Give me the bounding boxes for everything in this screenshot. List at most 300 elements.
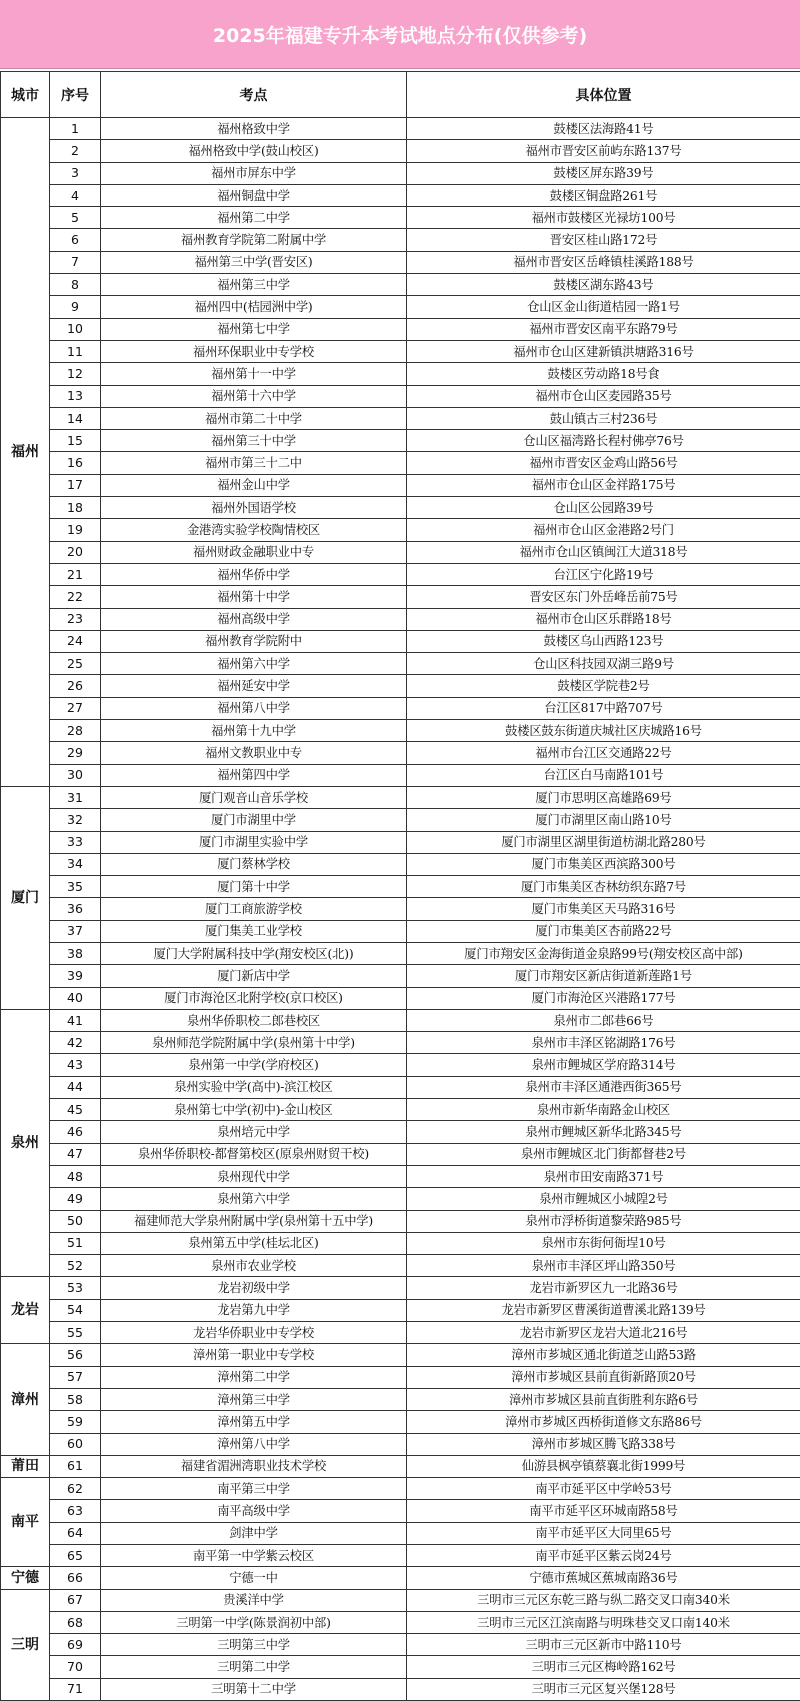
index-cell: 8 xyxy=(50,274,101,296)
address-cell: 厦门市集美区杏林纺织东路7号 xyxy=(407,876,800,898)
site-cell: 南平第三中学 xyxy=(101,1478,407,1500)
table-row xyxy=(1,965,800,987)
table-row xyxy=(1,385,800,407)
table-row xyxy=(1,608,800,630)
site-cell: 福州第十六中学 xyxy=(101,385,407,407)
table-row xyxy=(1,1165,800,1187)
site-cell: 厦门市湖里中学 xyxy=(101,809,407,831)
index-cell: 46 xyxy=(50,1121,101,1143)
address-cell: 福州市仓山区镇闽江大道318号 xyxy=(407,541,800,563)
index-cell: 29 xyxy=(50,742,101,764)
table-row xyxy=(1,920,800,942)
index-cell: 48 xyxy=(50,1165,101,1187)
table-row xyxy=(1,1500,800,1522)
site-cell: 漳州第八中学 xyxy=(101,1433,407,1455)
site-cell: 贵溪洋中学 xyxy=(101,1589,407,1611)
city-cell: 莆田 xyxy=(1,1455,50,1477)
table-row xyxy=(1,697,800,719)
address-cell: 龙岩市新罗区曹溪街道曹溪北路139号 xyxy=(407,1299,800,1321)
address-cell: 仙游县枫亭镇蔡襄北街1999号 xyxy=(407,1455,800,1477)
address-cell: 福州市仓山区乐群路18号 xyxy=(407,608,800,630)
address-cell: 漳州市芗城区西桥街道修文东路86号 xyxy=(407,1411,800,1433)
site-cell: 福州第六中学 xyxy=(101,653,407,675)
address-cell: 厦门市湖里区南山路10号 xyxy=(407,809,800,831)
site-cell: 福州财政金融职业中专 xyxy=(101,541,407,563)
table-row xyxy=(1,340,800,362)
address-cell: 厦门市海沧区兴港路177号 xyxy=(407,987,800,1009)
site-cell: 三明第三中学 xyxy=(101,1634,407,1656)
address-cell: 福州市晋安区金鸡山路56号 xyxy=(407,452,800,474)
column-header-index: 序号 xyxy=(50,72,101,118)
address-cell: 厦门市集美区杏前路22号 xyxy=(407,920,800,942)
site-cell: 福州第十中学 xyxy=(101,586,407,608)
table-row xyxy=(1,1143,800,1165)
table-row xyxy=(1,853,800,875)
table-row xyxy=(1,118,800,140)
table-row xyxy=(1,809,800,831)
site-cell: 福州外国语学校 xyxy=(101,497,407,519)
index-cell: 45 xyxy=(50,1099,101,1121)
table-row xyxy=(1,1478,800,1500)
index-cell: 67 xyxy=(50,1589,101,1611)
table-row xyxy=(1,942,800,964)
site-cell: 厦门市湖里实验中学 xyxy=(101,831,407,853)
table-row xyxy=(1,1210,800,1232)
table-row xyxy=(1,1656,800,1678)
table-row xyxy=(1,742,800,764)
table-row xyxy=(1,876,800,898)
address-cell: 宁德市蕉城区蕉城南路36号 xyxy=(407,1567,800,1589)
address-cell: 福州市台江区交通路22号 xyxy=(407,742,800,764)
table-row xyxy=(1,140,800,162)
site-cell: 龙岩华侨职业中专学校 xyxy=(101,1322,407,1344)
table-row xyxy=(1,630,800,652)
site-cell: 福州第十一中学 xyxy=(101,363,407,385)
site-cell: 福州教育学院第二附属中学 xyxy=(101,229,407,251)
site-cell: 福州高级中学 xyxy=(101,608,407,630)
address-cell: 福州市仓山区金港路2号门 xyxy=(407,519,800,541)
table-row xyxy=(1,541,800,563)
index-cell: 10 xyxy=(50,318,101,340)
address-cell: 泉州市鲤城区小城隍2号 xyxy=(407,1188,800,1210)
index-cell: 47 xyxy=(50,1143,101,1165)
site-cell: 南平高级中学 xyxy=(101,1500,407,1522)
site-cell: 剑津中学 xyxy=(101,1522,407,1544)
address-cell: 鼓山镇古三村236号 xyxy=(407,407,800,429)
table-row xyxy=(1,563,800,585)
site-cell: 泉州第一中学(学府校区) xyxy=(101,1054,407,1076)
index-cell: 42 xyxy=(50,1032,101,1054)
table-row xyxy=(1,1299,800,1321)
address-cell: 福州市晋安区南平东路79号 xyxy=(407,318,800,340)
index-cell: 53 xyxy=(50,1277,101,1299)
index-cell: 57 xyxy=(50,1366,101,1388)
table-row xyxy=(1,1121,800,1143)
site-cell: 福州第二中学 xyxy=(101,207,407,229)
index-cell: 24 xyxy=(50,630,101,652)
address-cell: 南平市延平区中学岭53号 xyxy=(407,1478,800,1500)
address-cell: 漳州市芗城区县前直街新路顶20号 xyxy=(407,1366,800,1388)
index-cell: 71 xyxy=(50,1678,101,1700)
table-row xyxy=(1,1589,800,1611)
index-cell: 14 xyxy=(50,407,101,429)
index-cell: 52 xyxy=(50,1255,101,1277)
site-cell: 福州格致中学(鼓山校区) xyxy=(101,140,407,162)
table-row xyxy=(1,430,800,452)
index-cell: 9 xyxy=(50,296,101,318)
table-row xyxy=(1,274,800,296)
site-cell: 福州四中(桔园洲中学) xyxy=(101,296,407,318)
index-cell: 60 xyxy=(50,1433,101,1455)
index-cell: 12 xyxy=(50,363,101,385)
table-row xyxy=(1,764,800,786)
address-cell: 三明市三元区江滨南路与明珠巷交叉口南140米 xyxy=(407,1611,800,1633)
index-cell: 1 xyxy=(50,118,101,140)
address-cell: 泉州市鲤城区学府路314号 xyxy=(407,1054,800,1076)
index-cell: 62 xyxy=(50,1478,101,1500)
index-cell: 63 xyxy=(50,1500,101,1522)
index-cell: 31 xyxy=(50,786,101,808)
site-cell: 厦门工商旅游学校 xyxy=(101,898,407,920)
site-cell: 宁德一中 xyxy=(101,1567,407,1589)
table-row xyxy=(1,1411,800,1433)
index-cell: 23 xyxy=(50,608,101,630)
table-row xyxy=(1,831,800,853)
address-cell: 南平市延平区紫云岗24号 xyxy=(407,1545,800,1567)
city-cell: 三明 xyxy=(1,1589,50,1700)
site-cell: 厦门观音山音乐学校 xyxy=(101,786,407,808)
address-cell: 泉州市二郎巷66号 xyxy=(407,1009,800,1031)
site-cell: 泉州华侨职校-都督第校区(原泉州财贸干校) xyxy=(101,1143,407,1165)
index-cell: 2 xyxy=(50,140,101,162)
site-cell: 金港湾实验学校陶情校区 xyxy=(101,519,407,541)
table-row xyxy=(1,1255,800,1277)
table-row xyxy=(1,1366,800,1388)
table-body xyxy=(1,118,800,1701)
site-cell: 泉州第六中学 xyxy=(101,1188,407,1210)
index-cell: 41 xyxy=(50,1009,101,1031)
site-cell: 漳州第二中学 xyxy=(101,1366,407,1388)
index-cell: 55 xyxy=(50,1322,101,1344)
table-row xyxy=(1,184,800,206)
address-cell: 福州市晋安区岳峰镇桂溪路188号 xyxy=(407,251,800,273)
index-cell: 19 xyxy=(50,519,101,541)
address-cell: 泉州市鲤城区新华北路345号 xyxy=(407,1121,800,1143)
index-cell: 22 xyxy=(50,586,101,608)
site-cell: 福州格致中学 xyxy=(101,118,407,140)
table-row xyxy=(1,653,800,675)
site-cell: 泉州华侨职校二郎巷校区 xyxy=(101,1009,407,1031)
index-cell: 11 xyxy=(50,340,101,362)
site-cell: 福建省湄洲湾职业技术学校 xyxy=(101,1455,407,1477)
site-cell: 福州华侨中学 xyxy=(101,563,407,585)
address-cell: 三明市三元区复兴堡128号 xyxy=(407,1678,800,1700)
address-cell: 鼓楼区学院巷2号 xyxy=(407,675,800,697)
table-row xyxy=(1,987,800,1009)
site-cell: 福州第三中学 xyxy=(101,274,407,296)
city-cell: 南平 xyxy=(1,1478,50,1567)
table-row xyxy=(1,1678,800,1700)
index-cell: 33 xyxy=(50,831,101,853)
index-cell: 17 xyxy=(50,474,101,496)
site-cell: 福州第八中学 xyxy=(101,697,407,719)
site-cell: 漳州第五中学 xyxy=(101,1411,407,1433)
table-row xyxy=(1,407,800,429)
address-cell: 龙岩市新罗区龙岩大道北216号 xyxy=(407,1322,800,1344)
index-cell: 66 xyxy=(50,1567,101,1589)
address-cell: 泉州市丰泽区铭湖路176号 xyxy=(407,1032,800,1054)
index-cell: 27 xyxy=(50,697,101,719)
site-cell: 三明第二中学 xyxy=(101,1656,407,1678)
table-row xyxy=(1,786,800,808)
site-cell: 龙岩初级中学 xyxy=(101,1277,407,1299)
site-cell: 福州第四中学 xyxy=(101,764,407,786)
index-cell: 6 xyxy=(50,229,101,251)
address-cell: 泉州市丰泽区坪山路350号 xyxy=(407,1255,800,1277)
address-cell: 台江区宁化路19号 xyxy=(407,563,800,585)
table-row xyxy=(1,318,800,340)
table-row xyxy=(1,229,800,251)
site-cell: 福州第十九中学 xyxy=(101,720,407,742)
site-cell: 三明第十二中学 xyxy=(101,1678,407,1700)
site-cell: 泉州师范学院附属中学(泉州第十中学) xyxy=(101,1032,407,1054)
address-cell: 鼓楼区乌山西路123号 xyxy=(407,630,800,652)
table-row xyxy=(1,207,800,229)
address-cell: 仓山区福湾路长程村佛亭76号 xyxy=(407,430,800,452)
address-cell: 三明市三元区新市中路110号 xyxy=(407,1634,800,1656)
table-row xyxy=(1,586,800,608)
site-cell: 厦门新店中学 xyxy=(101,965,407,987)
address-cell: 厦门市湖里区湖里街道枋湖北路280号 xyxy=(407,831,800,853)
index-cell: 7 xyxy=(50,251,101,273)
site-cell: 厦门蔡林学校 xyxy=(101,853,407,875)
table-row xyxy=(1,1344,800,1366)
index-cell: 40 xyxy=(50,987,101,1009)
index-cell: 44 xyxy=(50,1076,101,1098)
site-cell: 泉州现代中学 xyxy=(101,1165,407,1187)
site-cell: 福州教育学院附中 xyxy=(101,630,407,652)
address-cell: 漳州市芗城区腾飞路338号 xyxy=(407,1433,800,1455)
index-cell: 32 xyxy=(50,809,101,831)
address-cell: 厦门市集美区天马路316号 xyxy=(407,898,800,920)
index-cell: 5 xyxy=(50,207,101,229)
address-cell: 台江区白马南路101号 xyxy=(407,764,800,786)
address-cell: 鼓楼区屏东路39号 xyxy=(407,162,800,184)
address-cell: 漳州市芗城区县前直街胜利东路6号 xyxy=(407,1388,800,1410)
site-cell: 福州铜盘中学 xyxy=(101,184,407,206)
site-cell: 泉州市农业学校 xyxy=(101,1255,407,1277)
index-cell: 25 xyxy=(50,653,101,675)
index-cell: 21 xyxy=(50,563,101,585)
site-cell: 福州市第二十中学 xyxy=(101,407,407,429)
index-cell: 64 xyxy=(50,1522,101,1544)
table-row xyxy=(1,1388,800,1410)
index-cell: 20 xyxy=(50,541,101,563)
site-cell: 龙岩第九中学 xyxy=(101,1299,407,1321)
address-cell: 泉州市东街何衙埕10号 xyxy=(407,1232,800,1254)
site-cell: 厦门市海沧区北附学校(京口校区) xyxy=(101,987,407,1009)
table-row xyxy=(1,1099,800,1121)
site-cell: 漳州第三中学 xyxy=(101,1388,407,1410)
index-cell: 59 xyxy=(50,1411,101,1433)
index-cell: 50 xyxy=(50,1210,101,1232)
site-cell: 漳州第一职业中专学校 xyxy=(101,1344,407,1366)
address-cell: 鼓楼区法海路41号 xyxy=(407,118,800,140)
index-cell: 49 xyxy=(50,1188,101,1210)
table-row xyxy=(1,296,800,318)
city-cell: 漳州 xyxy=(1,1344,50,1455)
table-row xyxy=(1,162,800,184)
city-cell: 厦门 xyxy=(1,786,50,1009)
index-cell: 35 xyxy=(50,876,101,898)
site-cell: 福州第三十中学 xyxy=(101,430,407,452)
site-cell: 泉州实验中学(高中)-滨江校区 xyxy=(101,1076,407,1098)
index-cell: 3 xyxy=(50,162,101,184)
index-cell: 36 xyxy=(50,898,101,920)
site-cell: 厦门大学附属科技中学(翔安校区(北)) xyxy=(101,942,407,964)
index-cell: 4 xyxy=(50,184,101,206)
site-cell: 福州市第三十二中 xyxy=(101,452,407,474)
address-cell: 龙岩市新罗区九一北路36号 xyxy=(407,1277,800,1299)
index-cell: 18 xyxy=(50,497,101,519)
column-header-address: 具体位置 xyxy=(407,72,800,118)
site-cell: 三明第一中学(陈景润初中部) xyxy=(101,1611,407,1633)
index-cell: 61 xyxy=(50,1455,101,1477)
index-cell: 51 xyxy=(50,1232,101,1254)
city-cell: 宁德 xyxy=(1,1567,50,1589)
index-cell: 58 xyxy=(50,1388,101,1410)
exam-site-table xyxy=(0,71,800,1701)
index-cell: 43 xyxy=(50,1054,101,1076)
table-row xyxy=(1,497,800,519)
address-cell: 三明市三元区东乾三路与纵二路交叉口南340米 xyxy=(407,1589,800,1611)
table-row xyxy=(1,1611,800,1633)
address-cell: 福州市仓山区建新镇洪塘路316号 xyxy=(407,340,800,362)
index-cell: 39 xyxy=(50,965,101,987)
address-cell: 泉州市浮桥街道黎荣路985号 xyxy=(407,1210,800,1232)
address-cell: 厦门市思明区高雄路69号 xyxy=(407,786,800,808)
table-row xyxy=(1,1188,800,1210)
site-cell: 南平第一中学紫云校区 xyxy=(101,1545,407,1567)
index-cell: 54 xyxy=(50,1299,101,1321)
city-cell: 龙岩 xyxy=(1,1277,50,1344)
address-cell: 厦门市集美区西滨路300号 xyxy=(407,853,800,875)
city-cell: 泉州 xyxy=(1,1009,50,1277)
address-cell: 福州市仓山区金祥路175号 xyxy=(407,474,800,496)
index-cell: 15 xyxy=(50,430,101,452)
index-cell: 13 xyxy=(50,385,101,407)
table-row xyxy=(1,1277,800,1299)
table-row xyxy=(1,1455,800,1477)
index-cell: 37 xyxy=(50,920,101,942)
city-cell: 福州 xyxy=(1,118,50,787)
table-row xyxy=(1,1076,800,1098)
site-cell: 福州市屏东中学 xyxy=(101,162,407,184)
index-cell: 70 xyxy=(50,1656,101,1678)
site-cell: 福州金山中学 xyxy=(101,474,407,496)
site-cell: 福州第七中学 xyxy=(101,318,407,340)
address-cell: 泉州市新华南路金山校区 xyxy=(407,1099,800,1121)
table-row xyxy=(1,1634,800,1656)
table-row xyxy=(1,1433,800,1455)
site-cell: 福州延安中学 xyxy=(101,675,407,697)
address-cell: 福州市鼓楼区光禄坊100号 xyxy=(407,207,800,229)
site-cell: 泉州培元中学 xyxy=(101,1121,407,1143)
address-cell: 南平市延平区大同里65号 xyxy=(407,1522,800,1544)
index-cell: 28 xyxy=(50,720,101,742)
table-row xyxy=(1,720,800,742)
index-cell: 34 xyxy=(50,853,101,875)
site-cell: 福州文教职业中专 xyxy=(101,742,407,764)
site-cell: 福州环保职业中专学校 xyxy=(101,340,407,362)
address-cell: 厦门市翔安区新店街道新莲路1号 xyxy=(407,965,800,987)
address-cell: 厦门市翔安区金海街道金泉路99号(翔安校区高中部) xyxy=(407,942,800,964)
index-cell: 26 xyxy=(50,675,101,697)
address-cell: 仓山区金山街道桔园一路1号 xyxy=(407,296,800,318)
table-row xyxy=(1,519,800,541)
site-cell: 福建师范大学泉州附属中学(泉州第十五中学) xyxy=(101,1210,407,1232)
address-cell: 泉州市田安南路371号 xyxy=(407,1165,800,1187)
address-cell: 三明市三元区梅岭路162号 xyxy=(407,1656,800,1678)
column-header-city: 城市 xyxy=(1,72,50,118)
table-row xyxy=(1,363,800,385)
site-cell: 福州第三中学(晋安区) xyxy=(101,251,407,273)
table-row xyxy=(1,675,800,697)
table-row xyxy=(1,898,800,920)
index-cell: 56 xyxy=(50,1344,101,1366)
table-row xyxy=(1,251,800,273)
address-cell: 福州市仓山区麦园路35号 xyxy=(407,385,800,407)
address-cell: 晋安区桂山路172号 xyxy=(407,229,800,251)
address-cell: 泉州市鲤城区北门街都督巷2号 xyxy=(407,1143,800,1165)
index-cell: 69 xyxy=(50,1634,101,1656)
column-header-site: 考点 xyxy=(101,72,407,118)
index-cell: 68 xyxy=(50,1611,101,1633)
address-cell: 鼓楼区湖东路43号 xyxy=(407,274,800,296)
index-cell: 38 xyxy=(50,942,101,964)
address-cell: 晋安区东门外岳峰岳前75号 xyxy=(407,586,800,608)
address-cell: 鼓楼区铜盘路261号 xyxy=(407,184,800,206)
page-title: 2025年福建专升本考试地点分布(仅供参考) xyxy=(0,0,800,69)
index-cell: 16 xyxy=(50,452,101,474)
table-row xyxy=(1,1032,800,1054)
site-cell: 厦门集美工业学校 xyxy=(101,920,407,942)
address-cell: 漳州市芗城区通北街道芝山路53路 xyxy=(407,1344,800,1366)
address-cell: 台江区817中路707号 xyxy=(407,697,800,719)
address-cell: 鼓楼区劳动路18号食 xyxy=(407,363,800,385)
address-cell: 仓山区公园路39号 xyxy=(407,497,800,519)
address-cell: 南平市延平区环城南路58号 xyxy=(407,1500,800,1522)
site-cell: 厦门第十中学 xyxy=(101,876,407,898)
table-row xyxy=(1,1009,800,1031)
table-row xyxy=(1,1322,800,1344)
address-cell: 仓山区科技园双湖三路9号 xyxy=(407,653,800,675)
site-cell: 泉州第七中学(初中)-金山校区 xyxy=(101,1099,407,1121)
address-cell: 福州市晋安区前屿东路137号 xyxy=(407,140,800,162)
table-header-row xyxy=(1,72,800,118)
address-cell: 鼓楼区鼓东街道庆城社区庆城路16号 xyxy=(407,720,800,742)
table-row xyxy=(1,474,800,496)
table-row xyxy=(1,1567,800,1589)
address-cell: 泉州市丰泽区通港西街365号 xyxy=(407,1076,800,1098)
table-row xyxy=(1,1054,800,1076)
table-row xyxy=(1,1522,800,1544)
index-cell: 30 xyxy=(50,764,101,786)
table-row xyxy=(1,1232,800,1254)
site-cell: 泉州第五中学(桂坛北区) xyxy=(101,1232,407,1254)
table-row xyxy=(1,452,800,474)
index-cell: 65 xyxy=(50,1545,101,1567)
